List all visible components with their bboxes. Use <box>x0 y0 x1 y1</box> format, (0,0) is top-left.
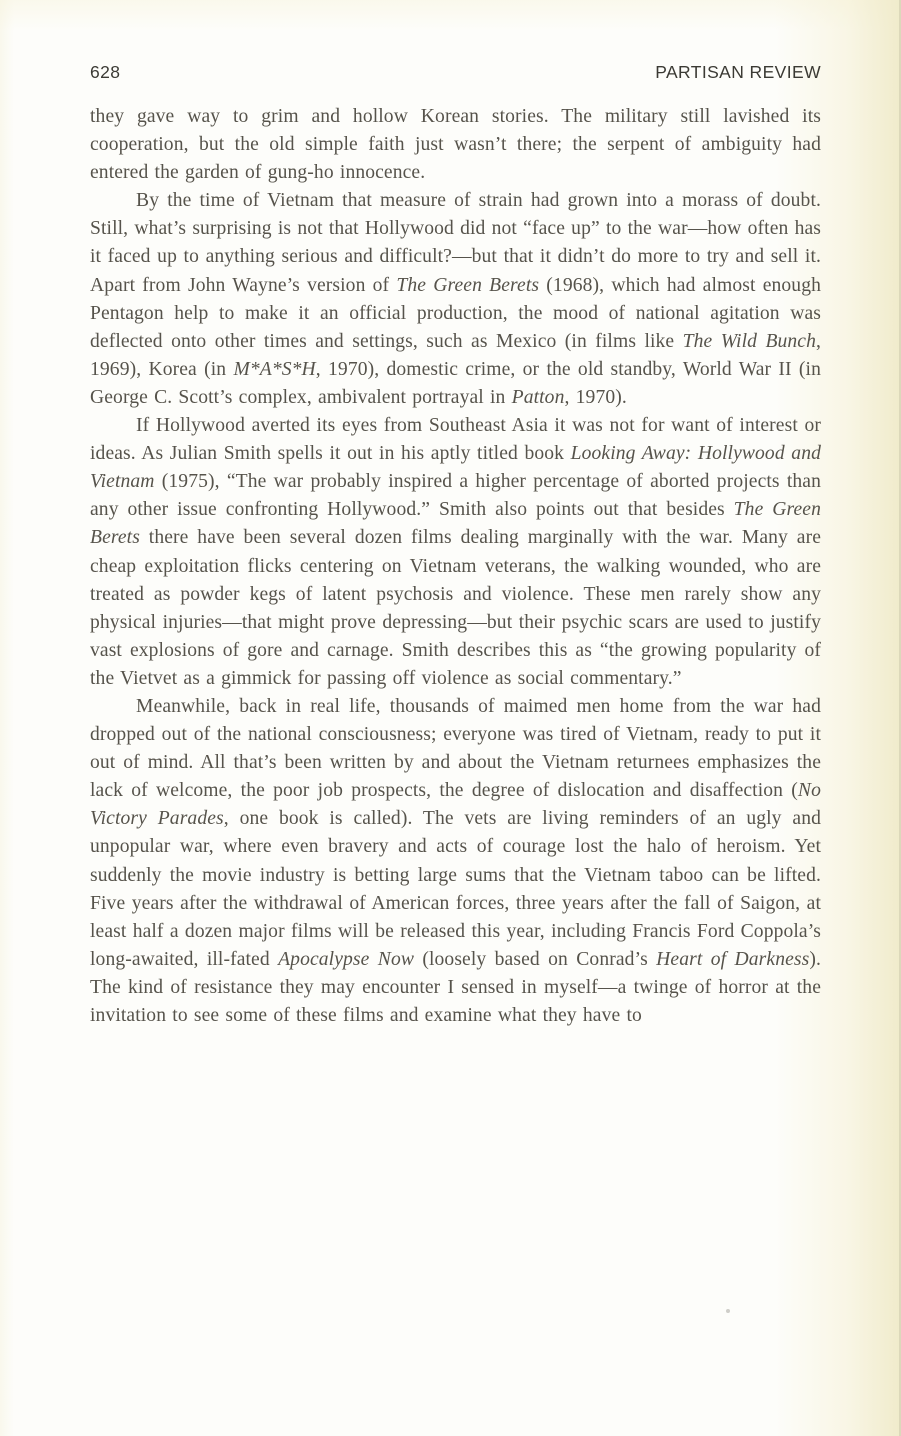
italic-title-text: The Green Berets <box>90 499 822 549</box>
body-text: (loosely based on Conrad’s <box>414 948 657 970</box>
body-text: , 1970), domestic crime, or the old standby, World War II (in George C. Scott’s complex, ambivalent portrayal in <box>90 358 821 408</box>
body-text: (1968), which had almost enough Pentagon help to make it an official production, the mood of national agitation was deflected onto other times and settings, such as Mexico (in films like <box>90 274 821 352</box>
body-text: ). The kind of resistance they may encounter I sensed in myself—a twinge of horror at the invitation to see some of these films and examine what they have to <box>90 948 821 1026</box>
body-text: Meanwhile, back in real life, thousands of maimed men home from the war had dropped out of the national consciousness; everyone was tired of Vietnam, ready to put it out of mind. All that’s been written by and about the Vietnam returnees emphasizes the lack of welcome, the poor job prospects, the degree of dislocation and disaffection ( <box>90 695 821 802</box>
italic-title-text: Looking Away: Hollywood and Vietnam <box>90 443 821 493</box>
italic-title-text: The Green Berets <box>396 274 540 296</box>
page-header <box>90 62 821 83</box>
page-body <box>90 103 821 1030</box>
paragraph <box>90 412 821 693</box>
page-number: 628 <box>90 62 121 82</box>
paragraph <box>90 187 821 412</box>
body-text: they gave way to grim and hollow Korean stories. The military still lavished its cooperation, but the old simple faith just wasn’t there; the serpent of ambiguity had entered the garden of gung-ho innocence. <box>90 106 821 184</box>
italic-title-text: The Wild Bunch <box>682 330 816 352</box>
italic-title-text: Patton <box>511 386 565 408</box>
italic-title-text: No Victory Parades <box>90 780 821 830</box>
paragraph <box>90 103 821 187</box>
body-text: By the time of Vietnam that measure of strain had grown into a morass of doubt. Still, what’s surprising is not that Hollywood did not “face up” to the war—how often has it faced up to anything serious and difficult?—but that it didn’t do more to try and sell it. Apart from John Wayne’s version of <box>90 190 821 296</box>
body-text: If Hollywood averted its eyes from Southeast Asia it was not for want of interest or ideas. As Julian Smith spells it out in his aptly titled book <box>90 415 821 465</box>
body-text: there have been several dozen films dealing marginally with the war. Many are cheap exploitation flicks centering on Vietnam veterans, the walking wounded, who are treated as powder kegs of latent psychosis and violence. These men rarely show any physical injuries—that might prove depressing—but their psychic scars are used to justify vast explosions of gore and carnage. Smith describes this as “the growing popularity of the Vietvet as a gimmick for passing off violence as social commentary.” <box>90 527 821 689</box>
italic-title-text: M*A*S*H <box>233 358 316 380</box>
italic-title-text: Heart of Darkness <box>656 948 810 970</box>
italic-title-text: Apocalypse Now <box>278 948 415 970</box>
body-text: , one book is called). The vets are living reminders of an ugly and unpopular war, where even bravery and acts of courage lost the halo of heroism. Yet suddenly the movie industry is betting large sums that the Vietnam taboo can be lifted. Five years after the withdrawal of American forces, three years after the fall of Saigon, at least half a dozen major films will be released this year, including Francis Ford Coppola’s long-awaited, ill-fated <box>90 808 821 970</box>
body-text: , 1969), Korea (in <box>90 330 821 380</box>
scan-speck <box>726 1309 730 1313</box>
journal-title: PARTISAN REVIEW <box>655 62 821 82</box>
paragraph <box>90 693 821 1030</box>
body-text: (1975), “The war probably inspired a higher percentage of aborted projects than any other issue confronting Hollywood.” Smith also points out that besides <box>90 471 821 521</box>
body-text: , 1970). <box>564 386 627 408</box>
